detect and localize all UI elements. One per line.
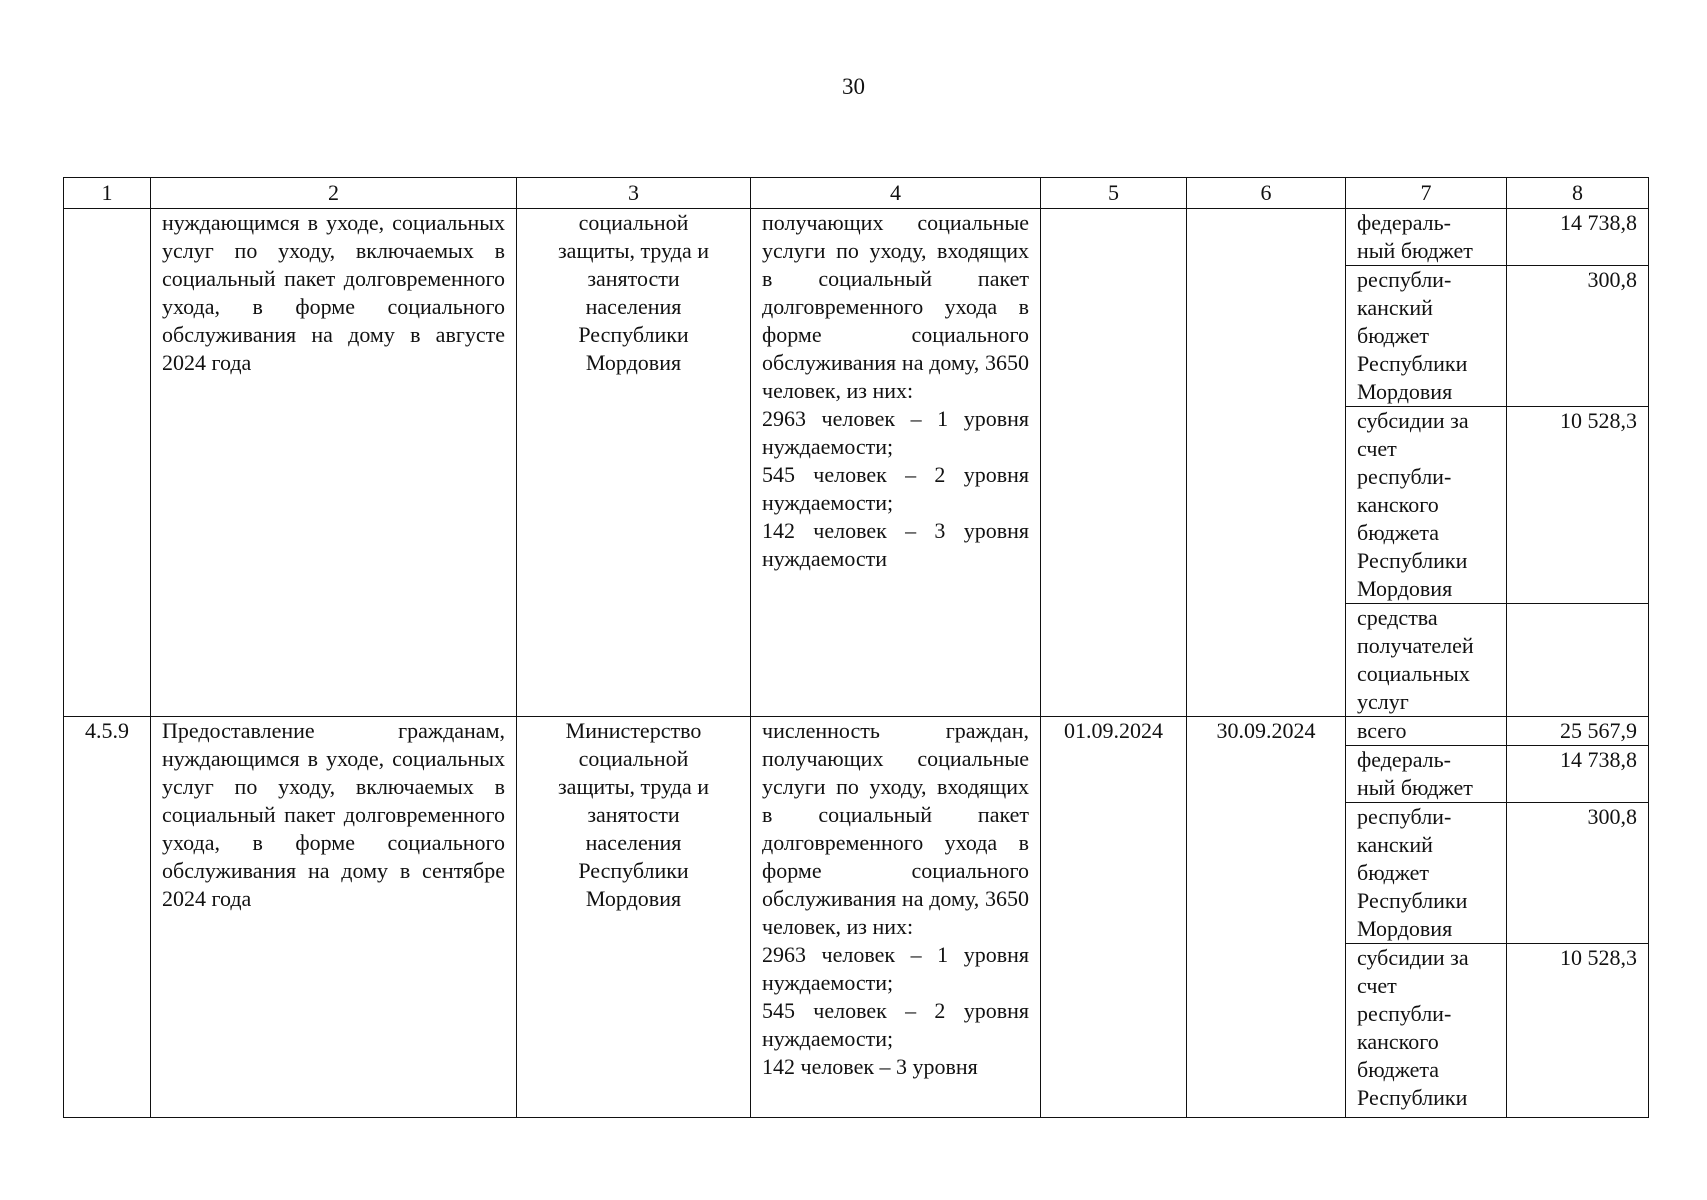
funding-amount: 10 528,3	[1507, 944, 1649, 1118]
executor: социальной защиты, труда и занятости населения Республики Мордовия	[517, 209, 751, 717]
header-col-1: 1	[64, 178, 151, 209]
funding-source: средства получателей социальных услуг	[1346, 604, 1507, 717]
end-date: 30.09.2024	[1187, 717, 1346, 1118]
row-number: 4.5.9	[64, 717, 151, 1118]
header-col-3: 3	[517, 178, 751, 209]
header-col-4: 4	[751, 178, 1041, 209]
header-col-5: 5	[1041, 178, 1187, 209]
funding-source: федераль- ный бюджет	[1346, 746, 1507, 803]
header-row	[64, 178, 1649, 209]
table-row	[64, 209, 1649, 266]
program-table	[63, 177, 1649, 1118]
start-date: 01.09.2024	[1041, 717, 1187, 1118]
header-col-2: 2	[151, 178, 517, 209]
funding-amount: 300,8	[1507, 803, 1649, 944]
funding-source: республи- канский бюджет Республики Мордовия	[1346, 803, 1507, 944]
funding-source: федераль- ный бюджет	[1346, 209, 1507, 266]
funding-amount: 14 738,8	[1507, 746, 1649, 803]
funding-amount: 25 567,9	[1507, 717, 1649, 746]
indicator: численность граждан, получающих социальные услуги по уходу, входящих в социальный пакет долговременного ухода в форме социального обслуживания на дому, 3650 человек, из них: 2963 человек – 1 уровня нуждаемости; 545 человек – 2 уровня нуждаемости; 142 человек – 3 уровня	[751, 717, 1041, 1118]
funding-amount	[1507, 604, 1649, 717]
funding-source: всего	[1346, 717, 1507, 746]
header-col-7: 7	[1346, 178, 1507, 209]
event-name: Предоставление гражданам, нуждающимся в уходе, социальных услуг по уходу, включаемых в социальный пакет долговременного ухода, в форме социального обслуживания на дому в сентябре 2024 года	[151, 717, 517, 1118]
funding-source: субсидии за счет республи- канского бюджета Республики Мордовия	[1346, 407, 1507, 604]
indicator: получающих социальные услуги по уходу, входящих в социальный пакет долговременного ухода в форме социального обслуживания на дому, 3650 человек, из них: 2963 человек – 1 уровня нуждаемости; 545 человек – 2 уровня нуждаемости; 142 человек – 3 уровня нуждаемости	[751, 209, 1041, 717]
funding-amount: 14 738,8	[1507, 209, 1649, 266]
event-name: нуждающимся в уходе, социальных услуг по уходу, включаемых в социальный пакет долговременного ухода, в форме социального обслуживания на дому в августе 2024 года	[151, 209, 517, 717]
funding-amount: 10 528,3	[1507, 407, 1649, 604]
header-col-8: 8	[1507, 178, 1649, 209]
row-number	[64, 209, 151, 717]
funding-source: республи- канский бюджет Республики Мордовия	[1346, 266, 1507, 407]
funding-amount: 300,8	[1507, 266, 1649, 407]
funding-source: субсидии за счет республи- канского бюджета Республики	[1346, 944, 1507, 1118]
end-date	[1187, 209, 1346, 717]
start-date	[1041, 209, 1187, 717]
header-col-6: 6	[1187, 178, 1346, 209]
page-number: 30	[842, 74, 865, 99]
executor: Министерство социальной защиты, труда и занятости населения Республики Мордовия	[517, 717, 751, 1118]
table-row	[64, 717, 1649, 746]
